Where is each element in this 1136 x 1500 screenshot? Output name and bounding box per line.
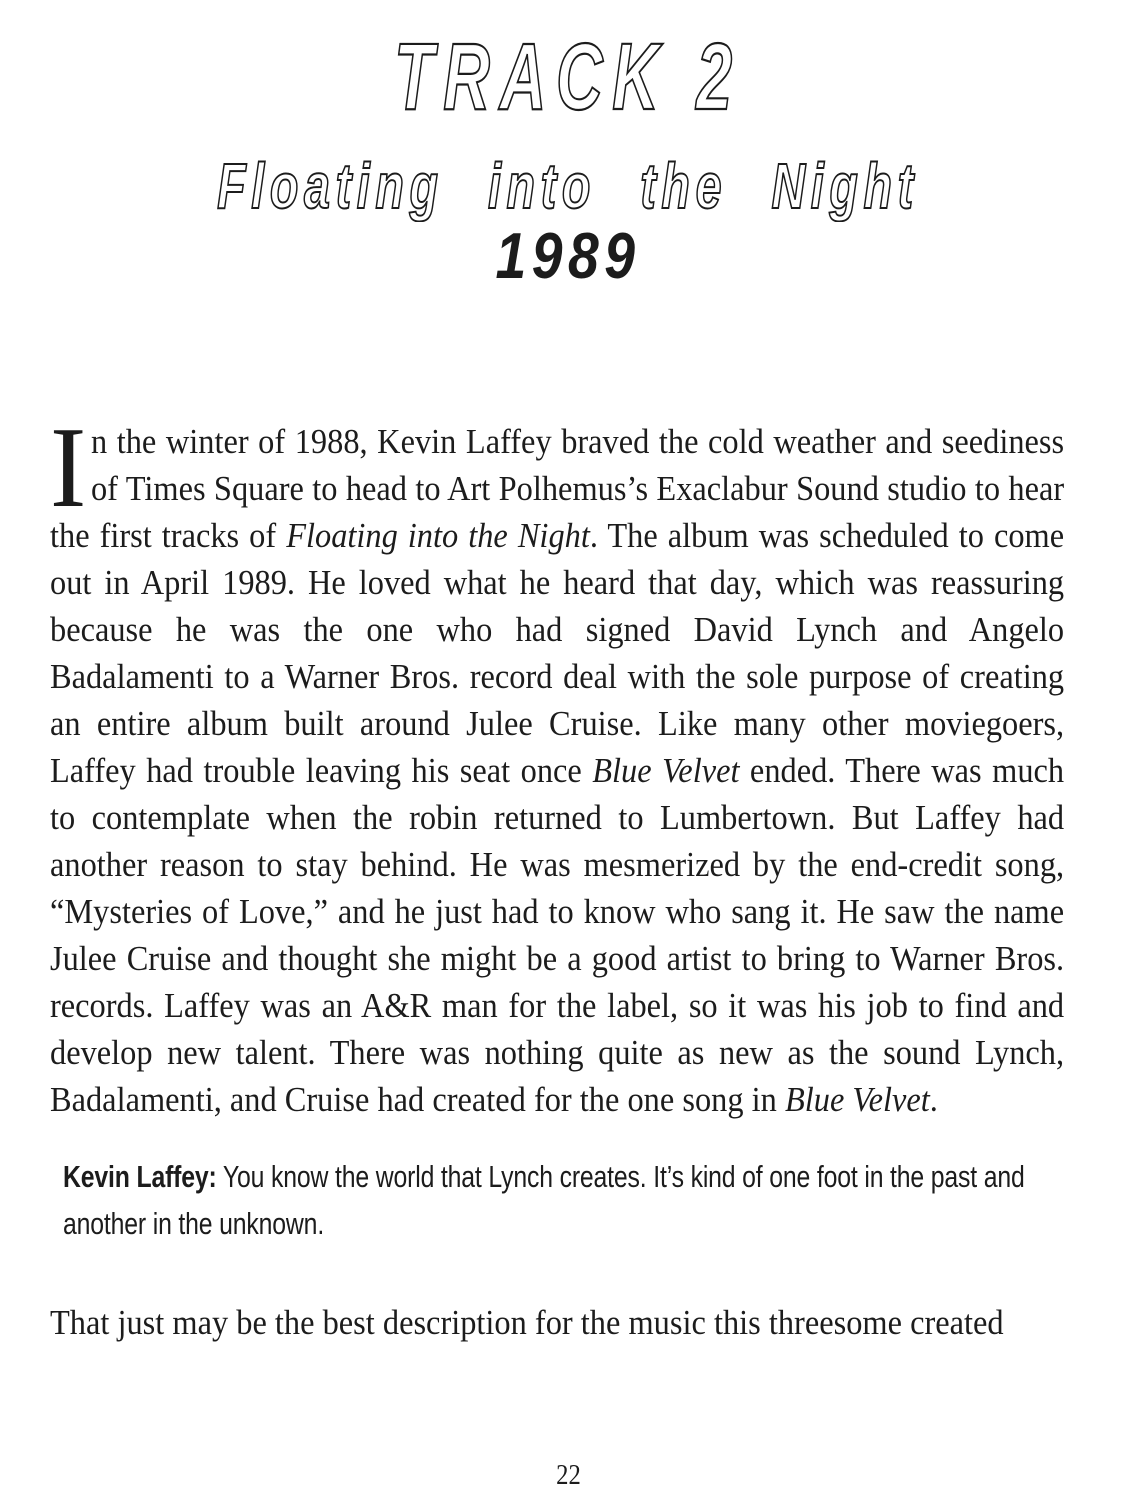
interview-quote [63,1153,1035,1247]
album-title-heading: Floating into the Night [217,150,919,222]
page-footer [0,1458,1136,1492]
quote-text: You know the world that Lynch creates. It’s kind of one foot in the past and another in the unknown. [63,1159,1025,1241]
year-heading: 1989 [495,219,641,292]
track-heading: TRACK 2 [394,24,742,130]
paragraph-text: n the winter of 1988, Kevin Laffey braved the cold weather and seediness of Times Square to head to Art Polhemus’s Exaclabur Sound studio to hear the first tracks of Floating into the Night. The album was scheduled to come out in April 1989. He loved what he heard that day, which was reassuring because he was the one who had signed David Lynch and Angelo Badalamenti to a Warner Bros. record deal with the sole purpose of creating an entire album built around Julee Cruise. Like many other moviegoers, Laffey had trouble leaving his seat once Blue Velvet ended. There was much to contemplate when the robin returned to Lumbertown. But Laffey had another reason to stay behind. He was mesmerized by the end-credit song, “Mysteries of Love,” and he just had to know who sang it. He saw the name Julee Cruise and thought she might be a good artist to bring to Warner Bros. records. Laffey was an A&R man for the label, so it was his job to find and develop new talent. There was nothing quite as new as the sound Lynch, Badalamenti, and Cruise had created for the one song in Blue Velvet. [50,423,1065,1119]
quote-speaker-label: Kevin Laffey: [63,1159,217,1194]
chapter-header [0,24,1136,292]
body-paragraph [50,404,1065,1124]
page-number: 22 [555,1459,581,1491]
page-body [0,286,1136,1347]
continuation-paragraph: That just may be the best description for the music this threesome created [50,1304,1004,1342]
drop-cap: I [50,404,87,532]
